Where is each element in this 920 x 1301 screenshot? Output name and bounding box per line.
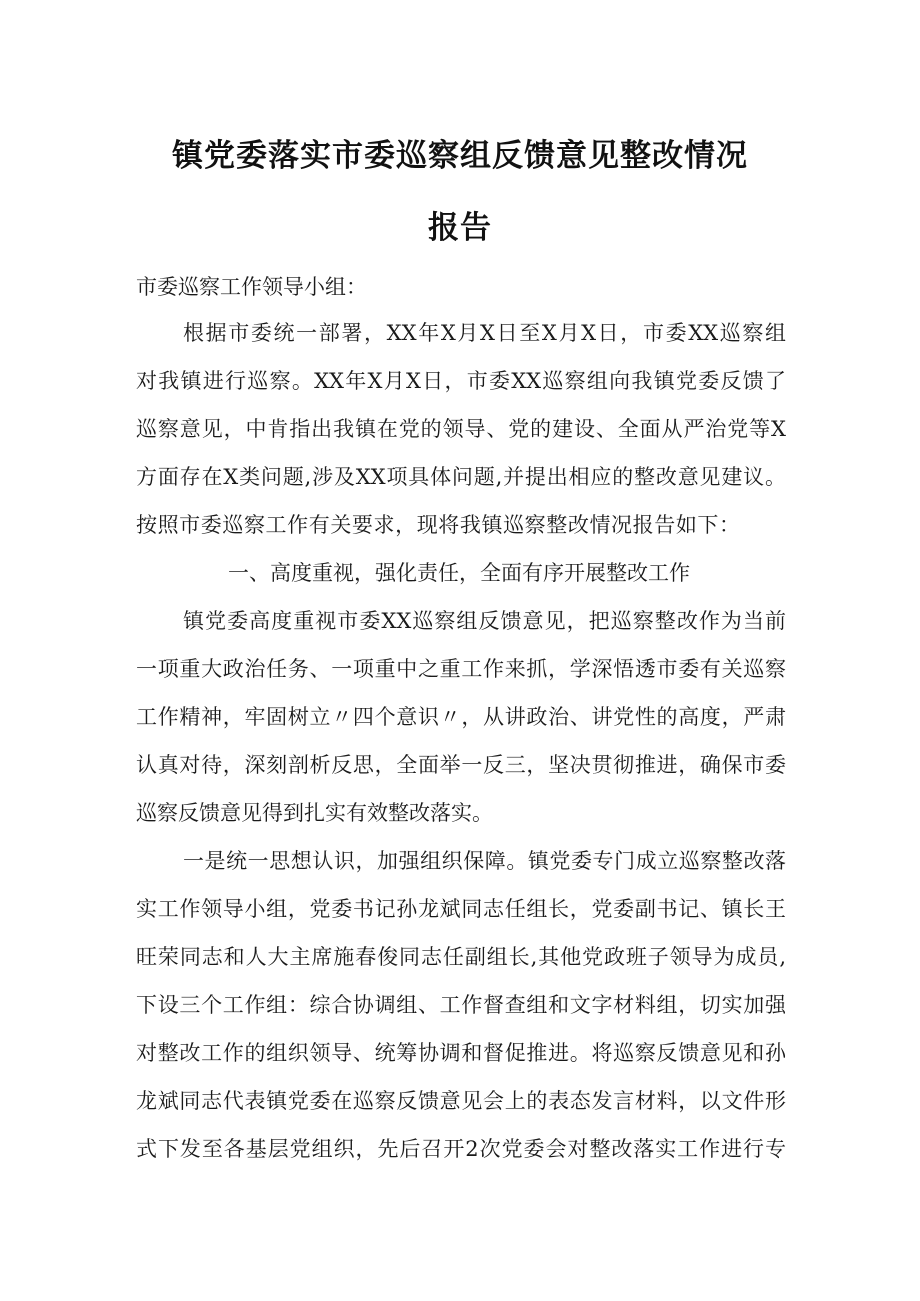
paragraph-2-line-2: 一项重大政治任务、一项重中之重工作来抓，学深悟透市委有关巡察 [136, 657, 786, 681]
paragraph-1-line-2: 对我镇进行巡察。XX年X月X日，市委XX巡察组向我镇党委反馈了 [136, 369, 786, 393]
paragraph-1-line-4: 方面存在X类问题,涉及XX项具体问题,并提出相应的整改意见建议。 [136, 465, 786, 489]
document-title-line-1: 镇党委落实市委巡察组反馈意见整改情况 [172, 138, 748, 174]
salutation: 市委巡察工作领导小组： [136, 275, 367, 299]
section-1-heading: 一、高度重视，强化责任，全面有序开展整改工作 [228, 561, 690, 585]
paragraph-1-line-3: 巡察意见，中肯指出我镇在党的领导、党的建设、全面从严治党等X [136, 417, 786, 441]
paragraph-3-line-2: 实工作领导小组，党委书记孙龙斌同志任组长，党委副书记、镇长王 [136, 897, 786, 921]
paragraph-3-line-6: 龙斌同志代表镇党委在巡察反馈意见会上的表态发言材料，以文件形 [136, 1089, 786, 1113]
paragraph-2-line-1: 镇党委高度重视市委XX巡察组反馈意见，把巡察整改作为当前 [183, 609, 786, 633]
paragraph-1-line-1: 根据市委统一部署，XX年X月X日至X月X日，市委XX巡察组 [183, 321, 786, 345]
document-title-line-2: 报告 [428, 210, 492, 246]
paragraph-3-line-1: 一是统一思想认识，加强组织保障。镇党委专门成立巡察整改落 [183, 849, 786, 873]
paragraph-3-line-5: 对整改工作的组织领导、统筹协调和督促推进。将巡察反馈意见和孙 [136, 1041, 786, 1065]
paragraph-2-line-5: 巡察反馈意见得到扎实有效整改落实。 [136, 801, 493, 825]
paragraph-3-line-7: 式下发至各基层党组织，先后召开2次党委会对整改落实工作进行专 [136, 1137, 786, 1161]
paragraph-1-line-5: 按照市委巡察工作有关要求，现将我镇巡察整改情况报告如下： [136, 513, 740, 537]
paragraph-3-line-3: 旺荣同志和人大主席施春俊同志任副组长,其他党政班子领导为成员, [136, 945, 786, 969]
paragraph-3-line-4: 下设三个工作组：综合协调组、工作督查组和文字材料组，切实加强 [136, 993, 786, 1017]
paragraph-2-line-3: 工作精神，牢固树立〃四个意识〃，从讲政治、讲党性的高度，严肃 [136, 705, 786, 729]
paragraph-2-line-4: 认真对待，深刻剖析反思，全面举一反三，坚决贯彻推进，确保市委 [136, 753, 786, 777]
